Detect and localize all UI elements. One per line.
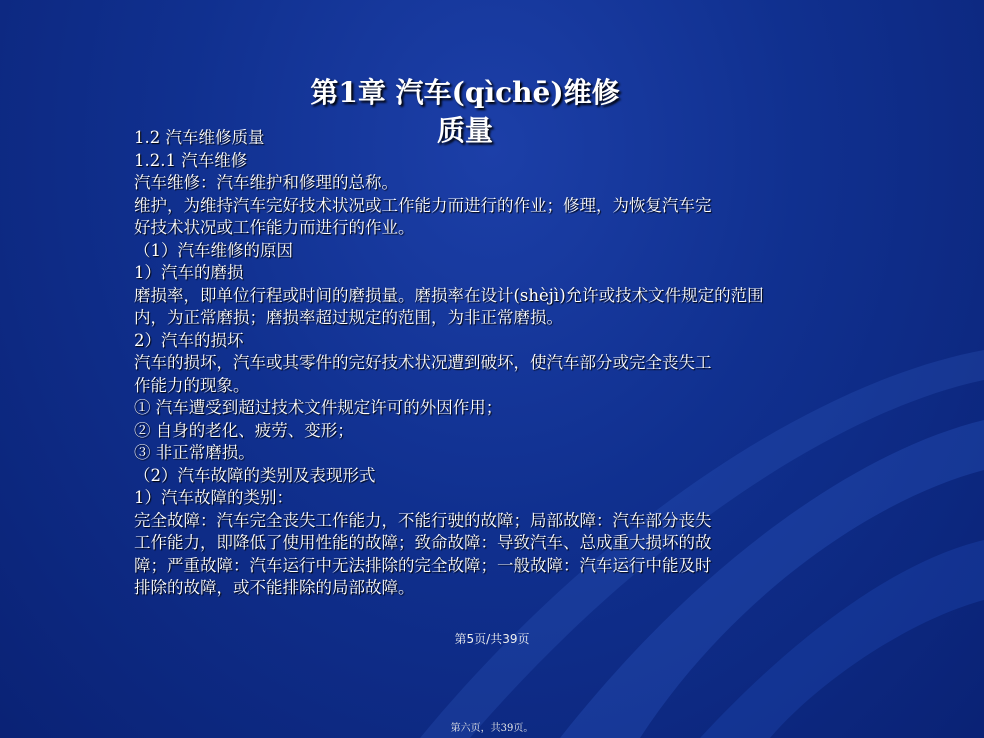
body-line: ② 自身的老化、疲劳、变形；	[134, 420, 354, 440]
body-line: （2）汽车故障的类别及表现形式	[134, 465, 376, 485]
slide-body	[134, 127, 824, 600]
body-line: 工作能力，即降低了使用性能的故障；致命故障：导致汽车、总成重大损坏的故	[134, 533, 712, 552]
body-line: 作能力的现象。	[134, 375, 250, 395]
body-line: ① 汽车遭受到超过技术文件规定许可的外因作用；	[134, 398, 503, 417]
body-line: 1.2.1 汽车维修	[134, 150, 248, 170]
body-line: 2）汽车的损坏	[134, 330, 244, 350]
body-line: 维护，为维持汽车完好技术状况或工作能力而进行的作业；修理，为恢复汽车完	[134, 195, 712, 215]
body-line: 汽车维修：汽车维护和修理的总称。	[134, 173, 398, 192]
page-footer: 第六页，共39页。	[450, 723, 534, 734]
body-line: 障；严重故障：汽车运行中无法排除的完全故障；一般故障：汽车运行中能及时	[134, 555, 712, 575]
body-line: 汽车的损坏，汽车或其零件的完好技术状况遭到破坏，使汽车部分或完全丧失工	[134, 353, 712, 372]
body-line: 完全故障：汽车完全丧失工作能力，不能行驶的故障；局部故障：汽车部分丧失	[134, 510, 712, 530]
title-line-2: 质量	[436, 114, 493, 147]
body-line: 内，为正常磨损；磨损率超过规定的范围，为非正常磨损。	[134, 308, 563, 327]
body-line: 1.2 汽车维修质量	[134, 128, 265, 147]
body-line: ③ 非正常磨损。	[134, 443, 255, 462]
body-line: 1）汽车的磨损	[134, 263, 244, 282]
title-line-1: 第1章 汽车(qìchē)维修	[310, 76, 620, 109]
body-line: 好技术状况或工作能力而进行的作业。	[134, 218, 415, 237]
body-line: （1）汽车维修的原因	[134, 240, 293, 260]
body-line: 1）汽车故障的类别：	[134, 488, 293, 507]
body-line: 排除的故障，或不能排除的局部故障。	[134, 578, 415, 597]
page-counter: 第5页/共39页	[454, 632, 530, 646]
body-line: 磨损率，即单位行程或时间的磨损量。磨损率在设计(shèjì)允许或技术文件规定的范围	[134, 285, 764, 305]
